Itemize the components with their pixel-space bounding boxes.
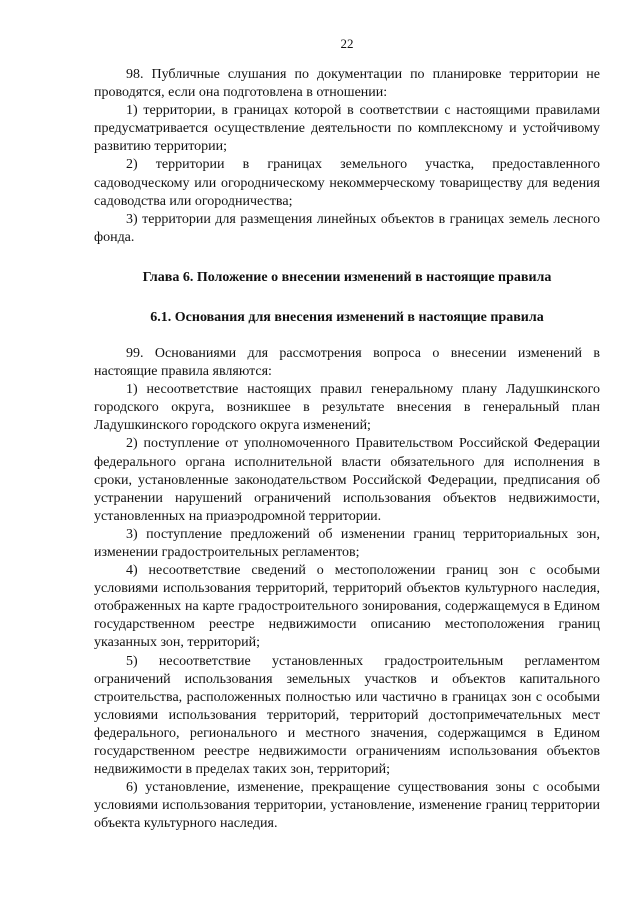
paragraph-98-item-3: 3) территории для размещения линейных объектов в границах земель лесного фонда. xyxy=(94,211,600,245)
paragraph-99: 99. Основаниями для рассмотрения вопроса о внесении изменений в настоящие правила являются: xyxy=(94,345,600,380)
paragraph-98-item-1: 1) территории, в границах которой в соответствии с настоящими правилами предусматривается осуществление деятельности по комплексному и устойчивому развитию территории; xyxy=(94,103,600,155)
paragraph-99-item-2: 2) поступление от уполномоченного Правительством Российской Федерации федерального органа исполнительной власти обязательного для исполнения в сроки, установленные законодательством Российской Федерации, предписания об устранении нарушений ограничений использования объектов недвижимости, установленных на приаэродромной территории. xyxy=(94,436,600,524)
paragraph-99-item-6: 6) установление, изменение, прекращение существования зоны с особыми условиями использования территории, установление, изменение границ территории объекта культурного наследия. xyxy=(94,780,600,832)
paragraph-99-item-3: 3) поступление предложений об изменении границ территориальных зон, изменении градостроительных регламентов; xyxy=(94,526,600,560)
paragraph-98: 98. Публичные слушания по документации по планировке территории не проводятся, если она подготовлена в отношении: xyxy=(94,67,600,101)
chapter-heading: Глава 6. Положение о внесении изменений в настоящие правила xyxy=(142,269,552,285)
paragraph-99-item-1: 1) несоответствие настоящих правил генеральному плану Ладушкинского городского округа, возникшее в результате внесения в генеральный план Ладушкинского городского округа изменений; xyxy=(94,382,600,434)
paragraph-98-item-2: 2) территории в границах земельного участка, предоставленного садоводческому или огородническому некоммерческому товариществу для ведения садоводства или огородничества; xyxy=(94,157,600,209)
paragraph-99-item-4: 4) несоответствие сведений о местоположении границ зон с особыми условиями использования территорий, территорий объектов культурного наследия, отображенных на карте градостроительного зонирования, содержащемуся в Едином государственном реестре недвижимости описанию местоположения границ указанных зон, территорий; xyxy=(94,563,600,651)
page-number: 22 xyxy=(340,36,354,51)
paragraph-99-item-5: 5) несоответствие установленных градостроительным регламентом ограничений использования земельных участков и объектов капитального строительства, расположенных полностью или частично в границах зон с особыми условиями использования территорий, территорий достопримечательных мест федерального, регионального и местного значения, содержащимся в Едином государственном реестре недвижимости ограничениям использования объектов недвижимости в пределах таких зон, территорий; xyxy=(94,653,600,778)
section-heading: 6.1. Основания для внесения изменений в настоящие правила xyxy=(150,309,544,325)
